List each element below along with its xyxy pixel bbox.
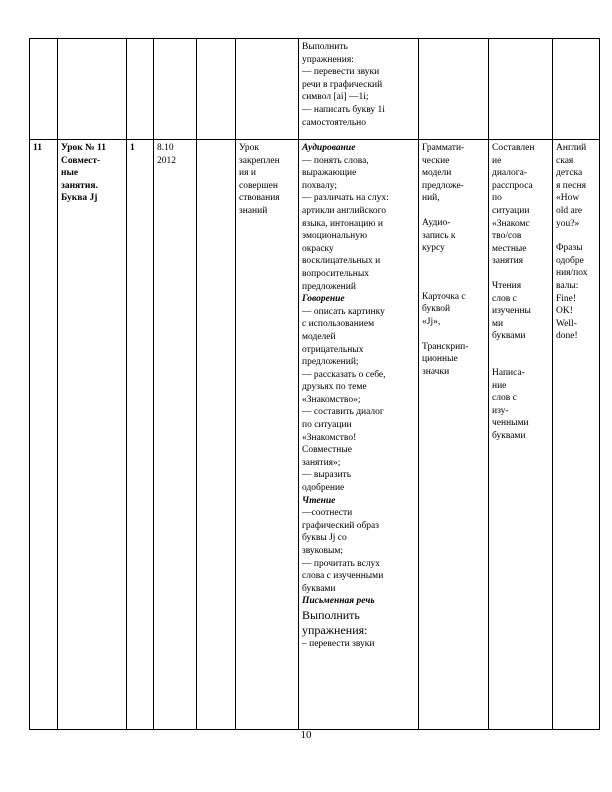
lesson-plan-table: [29, 38, 600, 730]
control-line: Составлен: [492, 143, 535, 153]
control-line: буквами: [492, 331, 526, 342]
topic-line: Совмест-: [61, 155, 101, 166]
date-line: 2012: [157, 155, 176, 166]
activity-line: слова с изученными: [302, 571, 384, 582]
cell-materials: [419, 39, 489, 140]
materials-line: модели: [422, 168, 452, 179]
lesson-type-line: знаний: [239, 205, 268, 216]
activity-line: звуковым;: [302, 546, 344, 556]
table-row-continuation: [30, 39, 600, 140]
cell-num: [30, 39, 58, 140]
activity-line: Совместные: [302, 445, 352, 456]
materials-line: Граммати-: [422, 143, 465, 153]
control-line: ие: [492, 155, 502, 166]
activity-line: похвалу;: [302, 180, 338, 191]
cell-lesson-type: [236, 140, 299, 730]
table-row-lesson-11: [30, 140, 600, 730]
materials-line: [422, 205, 485, 217]
control-line: ние: [492, 380, 507, 391]
control-line: ситуации: [492, 205, 530, 216]
materials-line: запись к: [422, 230, 456, 241]
activity-heading: Чтение: [302, 495, 336, 506]
materials-line: Транскрип-: [422, 341, 469, 352]
lesson-type-line: Урок: [239, 143, 260, 153]
activity-line: одобрение: [302, 483, 345, 494]
activity-line: отрицательных: [302, 344, 364, 355]
materials-line: ческие: [422, 155, 450, 166]
extra-line: ния/пох: [556, 268, 588, 279]
activity-line: занятия»;: [302, 457, 341, 468]
materials-line: предложе-: [422, 180, 464, 191]
cell-type: [236, 39, 299, 140]
cell-lesson-topic: [58, 140, 127, 730]
activity-line: по ситуации: [302, 420, 352, 431]
activity-line: предложений: [302, 281, 356, 292]
cell-lesson-number: 11: [30, 140, 58, 730]
control-line: слов с: [492, 293, 517, 304]
activity-line: — описать картинку: [302, 306, 385, 317]
control-line: буквами: [492, 430, 526, 441]
extra-line: ская: [556, 155, 574, 166]
materials-line: [422, 267, 485, 279]
control-line: местные: [492, 243, 527, 254]
activity-line: окраску: [302, 243, 334, 254]
activity-line: — составить диалог: [302, 407, 384, 418]
cell-lesson-activities: [299, 140, 419, 730]
cell-date: [154, 39, 197, 140]
cell-control: [489, 39, 553, 140]
activity-line: речи в графический: [302, 79, 383, 90]
cell-activities-continuation: [299, 39, 419, 140]
activity-line: моделей: [302, 331, 336, 342]
cell-lesson-materials: [419, 140, 489, 730]
extra-line: валы:: [556, 280, 579, 291]
cell-lesson-blank: [197, 140, 236, 730]
extra-line: Фразы: [556, 243, 583, 254]
activity-line: Выполнить: [302, 42, 348, 52]
topic-line: Буква Jj: [61, 193, 98, 204]
topic-line: ные: [61, 168, 79, 179]
control-line: «Знакомс: [492, 218, 530, 229]
materials-line: [422, 279, 485, 291]
cell-blank: [197, 39, 236, 140]
activity-line: самостоятельно: [302, 117, 367, 128]
activity-line: восклицательных и: [302, 256, 381, 267]
materials-line: значки: [422, 366, 450, 377]
activity-line: «Знакомство!: [302, 432, 357, 443]
activity-line: друзьях по теме: [302, 382, 367, 393]
extra-line: Fine!: [556, 293, 577, 304]
activity-line: — перевести звуки: [302, 67, 380, 78]
topic-line: занятия.: [61, 180, 98, 191]
activity-line: с использованием: [302, 319, 375, 330]
control-line: изу-: [492, 405, 509, 416]
activity-line: — прочитать вслух: [302, 558, 381, 569]
activity-line: графический образ: [302, 520, 380, 531]
cell-lesson-date: [154, 140, 197, 730]
activity-line: вопросительных: [302, 268, 369, 279]
activity-heading: Аудирование: [302, 143, 356, 153]
date-line: 8.10: [157, 143, 174, 153]
extra-line: детска: [556, 168, 583, 179]
activity-line: символ [ai] —1i;: [302, 92, 369, 103]
control-line: [492, 268, 549, 280]
activity-line: — выразить: [302, 470, 352, 481]
activity-line: упражнения:: [302, 622, 368, 637]
control-line: Чтения: [492, 280, 522, 291]
activity-line: буквами: [302, 583, 336, 594]
extra-line: Англий: [556, 143, 587, 153]
cell-extra: [553, 39, 600, 140]
control-line: изученны: [492, 306, 531, 317]
lesson-type-line: ствования: [239, 193, 280, 204]
activity-line: «Знакомство»;: [302, 394, 361, 405]
materials-line: «Jj»,: [422, 316, 441, 327]
activity-line: артикли английского: [302, 205, 387, 216]
activity-line: —соотнести: [302, 508, 353, 519]
cell-lesson-hours: 1: [127, 140, 154, 730]
activity-line: — понять слова,: [302, 155, 369, 166]
activity-line: буквы Jj со: [302, 533, 347, 544]
materials-line: Аудио-: [422, 217, 451, 228]
cell-lesson-control: [489, 140, 553, 730]
control-line: расспроса: [492, 180, 533, 191]
activity-line: — различать на слух:: [302, 193, 389, 204]
extra-line: Well-: [556, 318, 577, 329]
materials-line: курсу: [422, 243, 445, 254]
activity-line: выражающие: [302, 168, 357, 179]
page-number: 10: [300, 729, 312, 741]
control-line: занятия: [492, 256, 524, 267]
materials-line: [422, 255, 485, 267]
lesson-type-line: закреплен: [239, 155, 280, 166]
extra-line: you?»: [556, 218, 580, 229]
control-line: [492, 343, 549, 355]
control-line: Написа-: [492, 367, 525, 378]
extra-line: одобре: [556, 255, 584, 266]
control-line: [492, 355, 549, 367]
activity-heading: Письменная речь: [302, 596, 375, 607]
control-line: слов с: [492, 393, 517, 404]
activity-heading: Говорение: [302, 294, 345, 305]
activity-line: эмоциональную: [302, 231, 368, 242]
extra-line: [556, 230, 596, 242]
cell-lesson-extra: [553, 140, 600, 730]
activity-line: Выполнить: [302, 607, 360, 622]
cell-hours: [127, 39, 154, 140]
cell-topic: [58, 39, 127, 140]
control-line: ченными: [492, 418, 529, 429]
materials-line: ний,: [422, 193, 440, 204]
extra-line: done!: [556, 331, 578, 342]
materials-line: [422, 329, 485, 341]
topic-line: Урок № 11: [61, 143, 106, 153]
materials-line: буквой: [422, 304, 451, 315]
control-line: тво/сов: [492, 231, 522, 242]
control-line: диалога-: [492, 168, 527, 179]
extra-line: «How: [556, 193, 580, 204]
activity-line: предложений;: [302, 357, 359, 368]
control-line: ми: [492, 318, 504, 329]
activity-line: упражнения:: [302, 54, 354, 65]
lesson-type-line: ия и: [239, 168, 256, 179]
extra-line: OK!: [556, 306, 573, 317]
materials-line: Карточка с: [422, 291, 466, 302]
activity-line: — написать букву 1i: [302, 104, 385, 115]
lesson-type-line: совершен: [239, 180, 278, 191]
activity-line: языка, интонацию и: [302, 218, 383, 229]
extra-line: я песня: [556, 180, 586, 191]
extra-line: old are: [556, 205, 583, 216]
activity-line: – перевести звуки: [302, 638, 375, 649]
control-line: по: [492, 193, 502, 204]
materials-line: ционные: [422, 354, 458, 365]
activity-line: — рассказать о себе,: [302, 369, 386, 380]
